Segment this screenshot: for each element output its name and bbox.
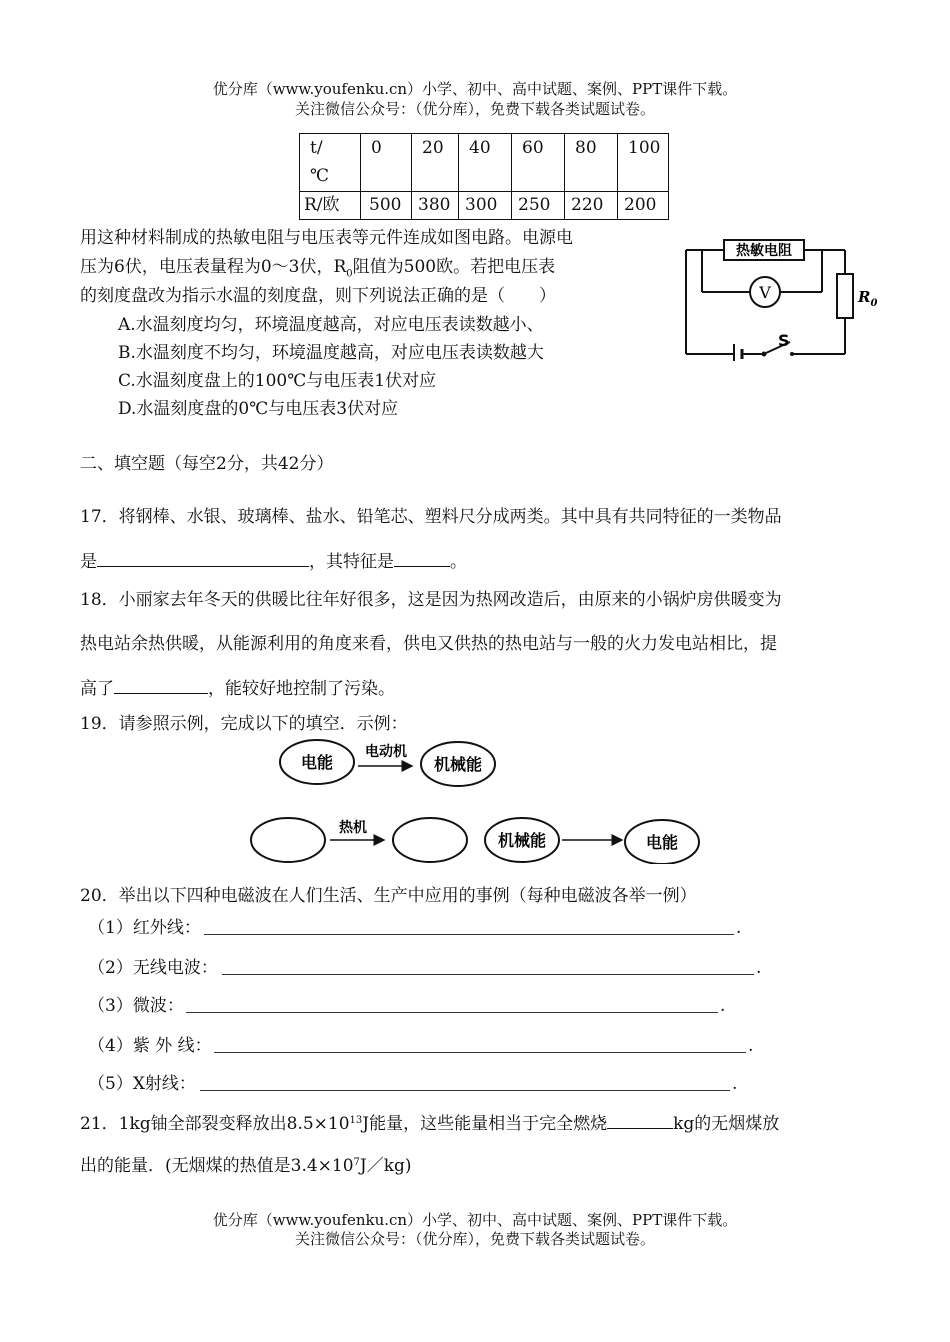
q21-exponent-1: 13 xyxy=(349,1115,363,1126)
q21-line-2a: 出的能量．(无烟煤的热值是3.4×10 xyxy=(80,1156,354,1176)
q21-line-1c: kg的无烟煤放 xyxy=(673,1114,780,1134)
q18-blank[interactable] xyxy=(114,677,208,694)
voltmeter-label: V xyxy=(759,283,771,302)
mechanical-energy-label: 机械能 xyxy=(497,831,547,850)
q20-dot-2: . xyxy=(756,958,762,978)
resist-header-cell: R/欧 xyxy=(300,192,361,220)
table-cell: 380 xyxy=(412,192,459,220)
r0-label: $R_0$ xyxy=(858,288,878,309)
thermistor-label: 热敏电阻 xyxy=(736,243,792,259)
q16-option-b: B.水温刻度不均匀，环境温度越高，对应电压表读数越大 xyxy=(118,343,544,363)
temp-label-a: t/ xyxy=(310,138,323,158)
q17-line-2a: 是 xyxy=(80,552,97,572)
table-cell: 250 xyxy=(512,192,565,220)
q16-line-2b: 阻值为500欧。若把电压表 xyxy=(352,257,556,277)
q20-item-5: （5）X射线： xyxy=(88,1074,196,1094)
table-cell: 20 xyxy=(412,134,459,192)
q16-line-1: 用这种材料制成的热敏电阻与电压表等元件连成如图电路。电源电 xyxy=(80,228,573,248)
q21-line-1 xyxy=(80,1112,779,1134)
q16-option-c: C.水温刻度盘上的100℃与电压表1伏对应 xyxy=(118,371,437,391)
q17-line-2b: ，其特征是 xyxy=(309,552,394,572)
q20-item-1: （1）红外线： xyxy=(88,918,201,938)
q21-line-2b: J／kg) xyxy=(359,1156,412,1176)
footer-line-1: 优分库（www.youfenku.cn）小学、初中、高中试题、案例、PPT课件下载。 xyxy=(212,1211,738,1229)
q16-line-3: 的刻度盘改为指示水温的刻度盘，则下列说法正确的是（ ） xyxy=(80,286,556,306)
energy-diagram xyxy=(240,734,720,864)
table-cell: 0 xyxy=(361,134,412,192)
battery-icon xyxy=(734,344,742,361)
table-cell: 500 xyxy=(361,192,412,220)
q21-line-1a: 21．1kg铀全部裂变释放出8.5×10 xyxy=(80,1114,350,1134)
section-2-title: 二、填空题（每空2分，共42分） xyxy=(80,454,334,474)
answer-oval-2[interactable] xyxy=(393,818,467,862)
q21-line-2 xyxy=(80,1156,412,1176)
table-cell: 300 xyxy=(459,192,512,220)
q17-line-1: 17．将钢棒、水银、玻璃棒、盐水、铅笔芯、塑料尺分成两类。其中具有共同特征的一类物品 xyxy=(80,507,782,527)
q20-line-1: 20．举出以下四种电磁波在人们生活、生产中应用的事例（每种电磁波各举一例） xyxy=(80,886,697,906)
header-line-2: 关注微信公众号：（优分库），免费下载各类试题试卷。 xyxy=(294,100,655,118)
header-line-1: 优分库（www.youfenku.cn）小学、初中、高中试题、案例、PPT课件下载。 xyxy=(212,80,738,98)
resistor-r0 xyxy=(837,274,853,318)
q20-item-2: （2）无线电波： xyxy=(88,958,218,978)
q20-answer-line-5[interactable] xyxy=(200,1090,730,1091)
example-left-label: 电能 xyxy=(300,753,334,772)
q20-dot-3: . xyxy=(720,996,726,1016)
temp-header-cell xyxy=(300,134,361,192)
q16-line-2 xyxy=(80,257,556,280)
q21-line-1b: J能量，这些能量相当于完全燃烧 xyxy=(362,1114,608,1134)
q16-line-2a: 压为6伏，电压表量程为0～3伏，R xyxy=(80,257,347,277)
heat-engine-label: 热机 xyxy=(339,820,367,836)
q18-line-2: 热电站余热供暖，从能源利用的角度来看，供电又供热的热电站与一般的火力发电站相比，提 xyxy=(80,634,777,654)
q20-answer-line-1[interactable] xyxy=(204,934,734,935)
q17-line-2c: 。 xyxy=(450,552,467,572)
q21-blank[interactable] xyxy=(607,1112,673,1129)
q20-dot-5: . xyxy=(732,1074,738,1094)
electric-energy-label: 电能 xyxy=(645,833,679,852)
temp-label-b: ℃ xyxy=(310,166,330,186)
r0-subscript: 0 xyxy=(346,268,353,280)
q17-blank-1[interactable] xyxy=(97,550,309,567)
q20-dot-4: . xyxy=(748,1036,754,1056)
table-cell: 60 xyxy=(512,134,565,192)
q18-line-3a: 高了 xyxy=(80,679,114,699)
table-row xyxy=(300,192,669,220)
q18-line-1: 18．小丽家去年冬天的供暖比往年好很多，这是因为热网改造后，由原来的小锅炉房供暖变为 xyxy=(80,590,782,610)
q20-dot-1: . xyxy=(736,918,742,938)
q20-answer-line-4[interactable] xyxy=(214,1052,746,1053)
resistance-table xyxy=(299,133,669,220)
circuit-diagram xyxy=(680,236,880,361)
table-cell: 200 xyxy=(618,192,669,220)
example-arrow-label: 电动机 xyxy=(365,744,407,760)
switch-label: S xyxy=(778,331,790,350)
table-cell: 40 xyxy=(459,134,512,192)
q18-line-3 xyxy=(80,677,395,699)
q17-line-2 xyxy=(80,550,467,572)
q20-answer-line-3[interactable] xyxy=(186,1012,718,1013)
q16-option-d: D.水温刻度盘的0℃与电压表3伏对应 xyxy=(118,399,399,419)
q19-line-1: 19．请参照示例，完成以下的填空．示例： xyxy=(80,714,408,734)
table-cell: 220 xyxy=(565,192,618,220)
q20-answer-line-2[interactable] xyxy=(222,974,754,975)
answer-oval-1[interactable] xyxy=(251,818,325,862)
table-cell: 80 xyxy=(565,134,618,192)
q20-item-3: （3）微波： xyxy=(88,996,184,1016)
q21-exponent-2: 7 xyxy=(353,1157,360,1168)
q16-option-a: A.水温刻度均匀，环境温度越高，对应电压表读数越小、 xyxy=(118,315,544,335)
table-cell: 100 xyxy=(618,134,669,192)
q18-line-3b: ，能较好地控制了污染。 xyxy=(208,679,395,699)
footer-line-2: 关注微信公众号：（优分库），免费下载各类试题试卷。 xyxy=(294,1230,655,1248)
example-right-label: 机械能 xyxy=(433,755,483,774)
q17-blank-2[interactable] xyxy=(394,550,450,567)
q20-item-4: （4）紫 外 线： xyxy=(88,1036,212,1056)
table-row xyxy=(300,134,669,192)
